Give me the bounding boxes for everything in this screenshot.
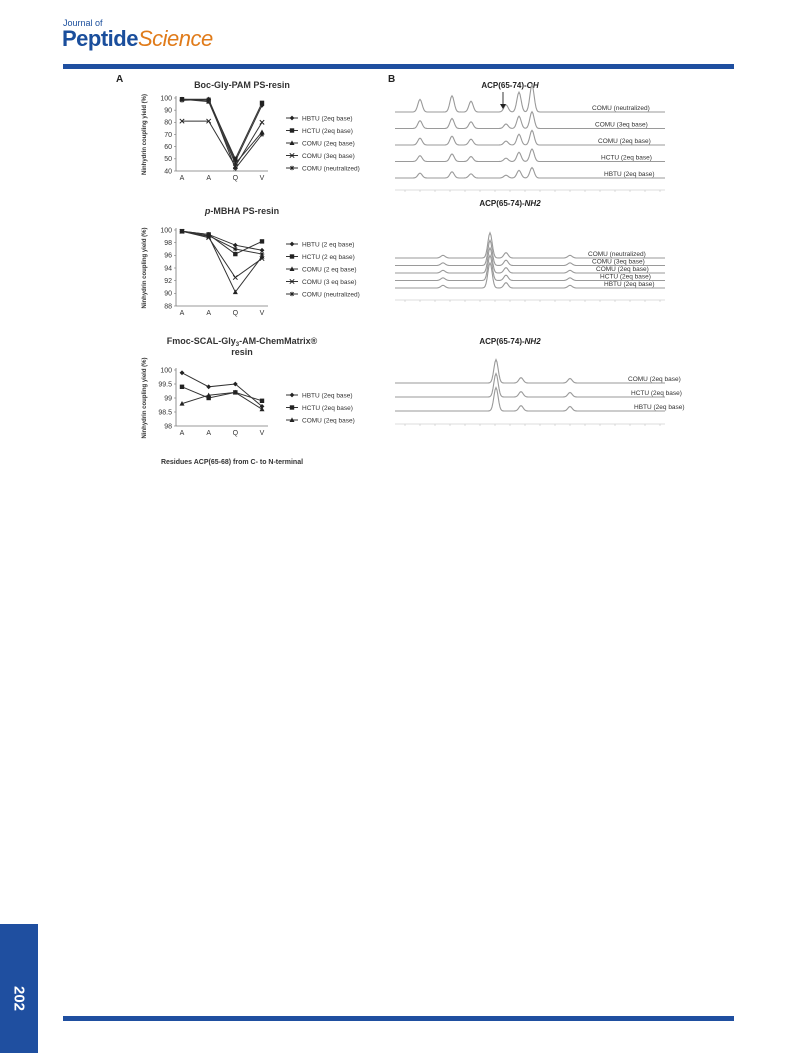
panel-b-label: B <box>388 74 396 85</box>
hplc-chromatograms <box>395 81 685 426</box>
y-tick-label: 40 <box>164 168 172 176</box>
series-5 <box>180 97 265 171</box>
data-point <box>233 252 237 256</box>
data-point <box>260 239 264 243</box>
hplc-trace-label: COMU (2eq base) <box>598 138 651 145</box>
hplc-trace-label: HBTU (2eq base) <box>604 171 655 178</box>
data-point <box>180 370 185 375</box>
y-tick-label: 99 <box>164 395 172 403</box>
series-3 <box>180 390 265 411</box>
legend-label: HCTU (2eq base) <box>302 127 353 135</box>
legend-label: COMU (neutralized) <box>302 291 360 299</box>
hplc-trace-label: COMU (2eq base) <box>628 376 681 383</box>
hplc-trace-label: HCTU (2eq base) <box>600 273 651 281</box>
legend-label: HCTU (2 eq base) <box>302 253 355 261</box>
data-point <box>180 98 185 103</box>
data-point <box>233 275 237 279</box>
y-tick-label: 50 <box>164 156 172 164</box>
x-tick-label: Q <box>232 430 239 437</box>
legend-label: HBTU (2 eq base) <box>302 241 355 249</box>
x-tick-label: A <box>206 175 212 182</box>
line-charts <box>142 80 360 439</box>
data-point <box>260 252 265 257</box>
hplc-panel-3 <box>395 337 685 426</box>
chart-title: p-MBHA PS-resin <box>204 206 280 216</box>
legend-marker <box>290 405 294 409</box>
y-tick-label: 94 <box>164 265 172 273</box>
y-tick-label: 90 <box>164 107 172 115</box>
x-tick-label: A <box>179 310 185 317</box>
page-number: 202 <box>10 985 28 1012</box>
legend-marker <box>290 242 295 247</box>
y-tick-label: 60 <box>164 144 172 152</box>
y-tick-label: 99.5 <box>158 381 172 389</box>
legend-marker <box>290 254 294 258</box>
x-tick-label: V <box>259 430 265 437</box>
series-5 <box>180 229 265 256</box>
x-tick-label: V <box>259 310 265 317</box>
data-point <box>260 101 264 105</box>
chart-title: Fmoc-SCAL-Gly$_3$-AM-ChemMatrix® <box>166 336 318 348</box>
y-tick-label: 96 <box>164 252 172 260</box>
legend-label: COMU (3 eq base) <box>302 278 357 286</box>
series-2 <box>180 97 264 161</box>
series-3 <box>180 229 265 294</box>
y-tick-label: 100 <box>160 95 172 103</box>
data-point <box>180 385 184 389</box>
hplc-panel-1 <box>395 81 665 192</box>
hplc-trace-label: COMU (neutralized) <box>592 105 650 112</box>
hplc-trace-label: HBTU (2eq base) <box>634 404 685 411</box>
hplc-title: ACP(65-74)-OH <box>481 81 539 90</box>
hplc-trace-label: HCTU (2eq base) <box>631 390 682 397</box>
legend-label: HBTU (2eq base) <box>302 115 353 123</box>
line-chart-3 <box>142 336 355 439</box>
y-tick-label: 90 <box>164 290 172 298</box>
hplc-trace-label: COMU (neutralized) <box>588 251 646 258</box>
y-axis-label: Ninhydrin coupling yield (%) <box>142 94 148 175</box>
x-tick-label: A <box>206 310 212 317</box>
legend-label: COMU (neutralized) <box>302 165 360 173</box>
legend-marker <box>290 393 295 398</box>
legend-label: COMU (2eq base) <box>302 417 355 425</box>
data-point <box>260 399 264 403</box>
legend-label: COMU (2 eq base) <box>302 266 357 274</box>
hplc-trace-label: HCTU (2eq base) <box>601 154 652 162</box>
data-point <box>180 229 185 234</box>
legend-marker <box>290 116 295 121</box>
data-point <box>233 247 238 252</box>
legend-label: HCTU (2eq base) <box>302 404 353 412</box>
series-4 <box>180 229 264 280</box>
journal-name-science: Science <box>137 26 213 51</box>
journal-name-peptide: Peptide <box>62 26 138 51</box>
legend-marker <box>290 166 295 171</box>
line-chart-2 <box>142 206 360 317</box>
data-point <box>260 407 265 412</box>
series-line <box>182 231 262 277</box>
x-tick-label: A <box>179 175 185 182</box>
y-tick-label: 80 <box>164 119 172 127</box>
chart-title: Boc-Gly-PAM PS-resin <box>194 80 290 90</box>
legend-label: COMU (2eq base) <box>302 140 355 148</box>
legend-label: COMU (3eq base) <box>302 152 355 160</box>
data-point <box>233 166 238 171</box>
hplc-trace <box>395 374 665 397</box>
data-point <box>260 120 264 124</box>
hplc-trace-label: HBTU (2eq base) <box>604 281 655 288</box>
series-line <box>182 231 262 254</box>
y-axis-label: Ninhydrin coupling yield (%) <box>142 227 148 309</box>
footer-rule <box>63 1016 734 1021</box>
hplc-trace <box>395 360 665 383</box>
y-axis-label: Ninhydrin coupling yield (%) <box>142 357 148 439</box>
panel-a-label: A <box>116 74 124 85</box>
x-tick-label: Q <box>232 175 239 182</box>
hplc-trace <box>395 388 665 411</box>
x-axis-caption: Residues ACP(65-68) from C- to N-terminal <box>160 459 304 466</box>
x-tick-label: A <box>179 430 185 437</box>
series-line <box>182 99 262 168</box>
data-point <box>206 233 211 238</box>
hplc-title: ACP(65-74)-NH2 <box>479 199 541 208</box>
y-tick-label: 98 <box>164 240 172 248</box>
data-point <box>206 97 211 102</box>
hplc-trace-label: COMU (3eq base) <box>595 121 648 129</box>
y-tick-label: 98 <box>164 423 172 431</box>
series-line <box>182 231 262 292</box>
legend-marker <box>290 128 294 132</box>
data-point <box>260 132 265 137</box>
hplc-trace-label: COMU (3eq base) <box>592 258 645 266</box>
legend-label: HBTU (2eq base) <box>302 392 353 400</box>
y-tick-label: 98.5 <box>158 409 172 417</box>
y-tick-label: 100 <box>160 367 172 375</box>
line-chart-1 <box>142 80 360 182</box>
journal-prefix: Journal of <box>63 18 103 28</box>
hplc-title: ACP(65-74)-NH2 <box>479 337 541 346</box>
legend-marker <box>290 292 295 297</box>
y-tick-label: 88 <box>164 303 172 311</box>
y-tick-label: 100 <box>160 227 172 235</box>
chart-title-line2: resin <box>231 347 253 357</box>
data-point <box>206 384 211 389</box>
y-tick-label: 92 <box>164 278 172 286</box>
hplc-trace-label: COMU (2eq base) <box>596 266 649 273</box>
hplc-panel-2 <box>395 199 665 302</box>
x-tick-label: Q <box>232 310 239 317</box>
y-tick-label: 70 <box>164 131 172 139</box>
x-tick-label: V <box>259 175 265 182</box>
x-tick-label: A <box>206 430 212 437</box>
